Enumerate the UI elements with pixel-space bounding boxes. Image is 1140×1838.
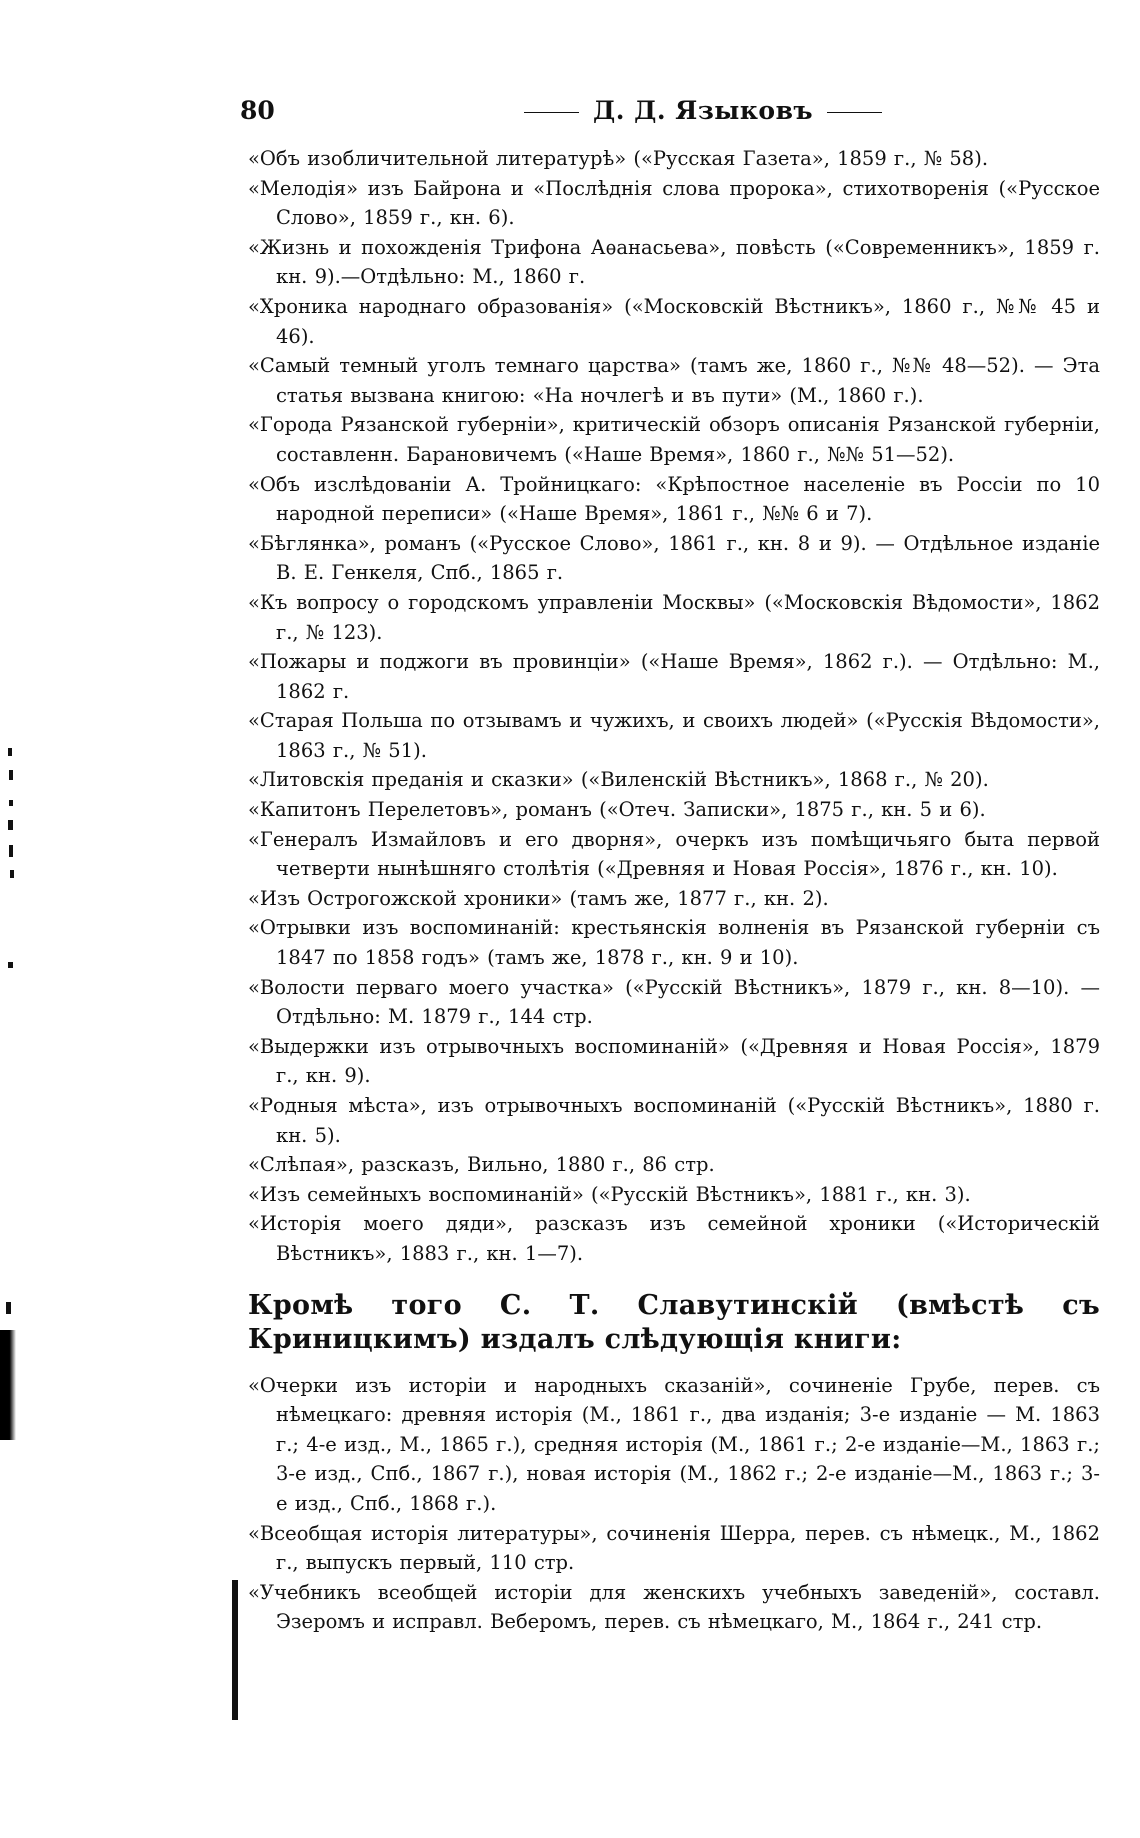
bibliography-entry: «Выдержки изъ отрывочныхъ воспоминаній» («Древняя и Новая Россія», 1879 г., кн. 9). (248, 1034, 1100, 1088)
running-title (510, 96, 896, 125)
bibliography-entry: «Объ изобличительной литературѣ» («Русская Газета», 1859 г., № 58). (248, 147, 989, 170)
bibliography-entry: «Изъ семейныхъ воспоминаній» («Русскій Вѣстникъ», 1881 г., кн. 3). (248, 1182, 971, 1206)
scan-mark (10, 870, 14, 878)
scan-edge-shadow (0, 1330, 16, 1440)
scan-mark (6, 1302, 11, 1314)
page-number: 80 (240, 96, 275, 125)
bibliography-entry: «Исторія моего дяди», разсказъ изъ семейной хроники («Историческій Вѣстникъ», 1883 г., кн. 1—7). (248, 1212, 1100, 1265)
bibliography-entry: «Литовскія преданія и сказки» («Виленскій Вѣстникъ», 1868 г., № 20). (248, 768, 989, 792)
bibliography-entry: «Старая Польша по отзывамъ и чужихъ, и своихъ людей» («Русскія Вѣдомости», 1863 г., № 51). (248, 709, 1100, 762)
bibliography-entry: «Слѣпая», разсказъ, Вильно, 1880 г., 86 стр. (248, 1153, 715, 1177)
scan-mark (9, 845, 13, 857)
bibliography-entry: «Бѣглянка», романъ («Русское Слово», 1861 г., кн. 8 и 9). — Отдѣльное изданіе В. Е. Генкеля, Спб., 1865 г. (248, 531, 1100, 585)
bibliography-entry: «Капитонъ Перелетовъ», романъ («Отеч. Записки», 1875 г., кн. 5 и 6). (248, 798, 986, 822)
bibliography-entry: «Къ вопросу о городскомъ управленіи Москвы» («Московскія Вѣдомости», 1862 г., № 123). (248, 590, 1100, 644)
bibliography-entry: «Объ изслѣдованіи А. Тройницкаго: «Крѣпостное населеніе въ Россіи по 10 народной переписи» («Наше Время», 1861 г., №№ 6 и 7). (248, 472, 1100, 526)
bibliography-entry: «Волости перваго моего участка» («Русскій Вѣстникъ», 1879 г., кн. 8—10). — Отдѣльно: М. 1879 г., 144 стр. (248, 975, 1100, 1029)
title-rule-left (524, 112, 579, 113)
title-rule-right (827, 112, 882, 113)
scan-mark (8, 820, 13, 830)
bibliography-entry: «Самый темный уголъ темнаго царства» (тамъ же, 1860 г., №№ 48—52). — Эта статья вызвана книгою: «На ночлегѣ и въ пути» (М., 1860 г.). (248, 354, 1100, 407)
scan-mark (8, 748, 12, 756)
book-entry: «Очерки изъ исторіи и народныхъ сказаній», сочиненіе Грубе, перев. съ нѣмецкаго: древняя исторія (М., 1861 г., два изданія; 3-е изданіе — М. 1863 г.; 4-е изд., М., 1865 г.), средняя исторія (М., 1861 г.; 2-е изданіе—М., 1863 г.; 3-е изд., Спб., 1867 г.), новая исторія (М., 1862 г.; 2-е изданіе—М., 1863 г.; 3-е изд., Спб., 1868 г.). (248, 1373, 1100, 1515)
bibliography-entry: «Города Рязанской губерніи», критическій обзоръ описанія Рязанской губерніи, составленн. Барановичемъ («Наше Время», 1860 г., №№ 51—52). (248, 413, 1100, 466)
book-entry: «Учебникъ всеобщей исторіи для женскихъ учебныхъ заведеній», составл. Эзеромъ и исправл. Веберомъ, перев. съ нѣмецкаго, М., 1864 г., 241 стр. (248, 1580, 1100, 1634)
scan-edge-tail (232, 1580, 238, 1720)
bibliography-entry: «Хроника народнаго образованія» («Московскій Вѣстникъ», 1860 г., №№ 45 и 46). (248, 294, 1100, 348)
section-heading: Кромѣ того С. Т. Славутинскій (вмѣстѣ съ Криницкимъ) издалъ слѣдующія книги: (248, 1289, 1100, 1355)
bibliography-entry: «Изъ Острогожской хроники» (тамъ же, 1877 г., кн. 2). (248, 886, 829, 910)
bibliography-entry: «Генералъ Измайловъ и его дворня», очеркъ изъ помѣщичьяго быта первой четверти нынѣшняго столѣтія («Древняя и Новая Россія», 1876 г., кн. 10). (248, 827, 1100, 881)
scan-mark (8, 962, 13, 968)
page-header (240, 96, 1100, 136)
bibliography-entry: «Пожары и поджоги въ провинціи» («Наше Время», 1862 г.). — Отдѣльно: М., 1862 г. (248, 650, 1100, 703)
scan-mark (9, 800, 13, 806)
bibliography-entry: «Отрывки изъ воспоминаній: крестьянскія волненія въ Рязанской губерніи съ 1847 по 1858 годъ» (тамъ же, 1878 г., кн. 9 и 10). (248, 916, 1100, 970)
running-title-text: Д. Д. Языковъ (593, 96, 814, 125)
bibliography-entry: «Мелодія» изъ Байрона и «Послѣднія слова пророка», стихотворенія («Русское Слово», 1859 г., кн. 6). (248, 176, 1100, 230)
bibliography-entry: «Жизнь и похожденія Трифона Аѳанасьева», повѣсть («Современникъ», 1859 г. кн. 9).—Отдѣльно: М., 1860 г. (248, 235, 1100, 289)
bibliography-entry: «Родныя мѣста», изъ отрывочныхъ воспоминаній («Русскій Вѣстникъ», 1880 г. кн. 5). (248, 1094, 1100, 1147)
book-entry: «Всеобщая исторія литературы», сочиненія Шерра, перев. съ нѣмецк., М., 1862 г., выпускъ первый, 110 стр. (248, 1521, 1100, 1575)
bibliography (248, 144, 1100, 1637)
scan-mark (9, 770, 13, 780)
